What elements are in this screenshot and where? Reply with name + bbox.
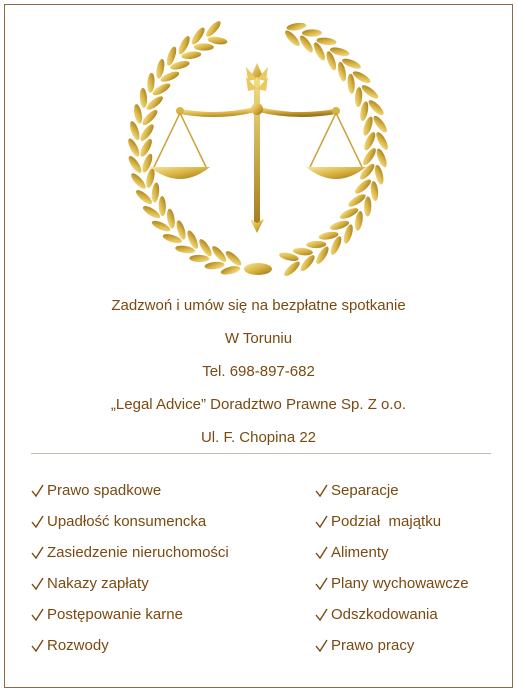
laurel-leaf [286, 22, 307, 32]
laurel-leaf [140, 108, 159, 127]
laurel-leaf [306, 241, 326, 249]
service-label: Odszkodowania [331, 606, 438, 623]
check-icon [315, 484, 328, 498]
service-label: Postępowanie karne [47, 606, 183, 623]
laurel-leaf [371, 114, 389, 134]
scales-arrow [246, 63, 268, 233]
service-label: Nakazy zapłaty [47, 575, 149, 592]
laurel-leaf [347, 74, 356, 94]
scales-left-pan [150, 113, 210, 179]
laurel-leaf [126, 137, 141, 158]
laurel-leaf [302, 29, 322, 36]
laurel-leaf [145, 94, 165, 112]
company-name: „Legal Advice” Doradztwo Prawne Sp. Z o.o. [110, 396, 407, 413]
laurel-leaf [364, 196, 372, 216]
laurel-leaf [316, 37, 337, 47]
laurel-leaf [210, 244, 228, 264]
check-icon [315, 577, 328, 591]
service-label: Separacje [331, 482, 399, 499]
laurel-leaf [189, 255, 209, 263]
service-item [31, 543, 229, 574]
laurel-leaf [133, 103, 144, 124]
laurel-leaf [298, 253, 316, 273]
check-icon [31, 515, 44, 529]
service-item [315, 543, 469, 574]
service-item [31, 512, 229, 543]
laurel-leaf [282, 259, 302, 278]
flyer-frame [4, 4, 513, 688]
laurel-leaf [366, 98, 385, 117]
service-item [31, 636, 229, 667]
laurel-leaf [126, 154, 143, 175]
service-item [31, 481, 229, 512]
service-item [315, 605, 469, 636]
service-item [31, 605, 229, 636]
laurel-leaf [298, 34, 315, 55]
service-label: Prawo spadkowe [47, 482, 162, 499]
service-label: Podział majątku [331, 513, 442, 530]
service-label: Prawo pracy [331, 637, 415, 654]
check-icon [315, 608, 328, 622]
contact-city: W Toruniu [224, 330, 293, 347]
laurel-leaf [151, 182, 160, 203]
check-icon [31, 639, 44, 653]
laurel-leaf [353, 177, 373, 195]
laurel-leaf [181, 50, 202, 60]
laurel-leaf [354, 87, 362, 107]
laurel-leaf [147, 73, 156, 93]
laurel-leaf [158, 196, 166, 216]
laurel-leaf [134, 188, 154, 206]
laurel-leaf [204, 261, 225, 270]
laurel-leaf [138, 122, 156, 142]
services-list-right [315, 481, 469, 667]
check-icon [31, 577, 44, 591]
scales-beam [176, 103, 340, 115]
laurel-leaf [139, 88, 147, 108]
laurel-leaf [194, 43, 214, 50]
check-icon [315, 546, 328, 560]
contact-phone: Tel. 698-897-682 [202, 363, 315, 380]
laurel-leaf [370, 181, 379, 202]
laurel-leaf [189, 26, 206, 47]
service-item [315, 512, 469, 543]
service-label: Rozwody [47, 637, 109, 654]
check-icon [315, 639, 328, 653]
service-item [315, 481, 469, 512]
service-item [315, 574, 469, 605]
laurel-leaf [224, 249, 244, 268]
check-icon [315, 515, 328, 529]
service-label: Plany wychowawcze [331, 575, 469, 592]
service-label: Alimenty [331, 544, 389, 561]
laurel-leaf [361, 146, 378, 167]
contact-headline: Zadzwoń i umów się na bezpłatne spotkanie [111, 297, 406, 314]
scales-of-justice-laurel-wreath-icon [108, 19, 408, 299]
laurel-leaf [283, 29, 302, 49]
scales-right-pan [306, 113, 366, 179]
service-label: Zasiedzenie nieruchomości [47, 544, 229, 561]
laurel-leaf [207, 36, 228, 46]
laurel-leaf [129, 171, 148, 191]
wreath-knot [244, 263, 272, 275]
laurel-leaf [360, 83, 380, 101]
laurel-leaf [204, 19, 223, 39]
company-address: Ul. F. Chopina 22 [200, 429, 317, 446]
service-item [31, 574, 229, 605]
check-icon [31, 484, 44, 498]
laurel-leaf [293, 247, 314, 256]
check-icon [31, 608, 44, 622]
service-label: Upadłość konsumencka [47, 513, 207, 530]
laurel-leaf [374, 130, 390, 151]
check-icon [31, 546, 44, 560]
services-list-left [31, 481, 229, 667]
service-item [315, 636, 469, 667]
divider [31, 453, 491, 454]
